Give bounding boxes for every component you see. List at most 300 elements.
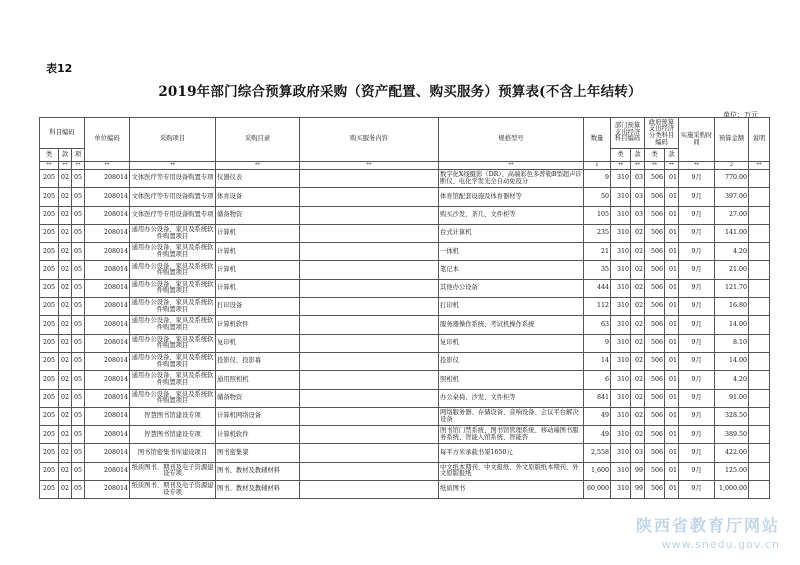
cell-kuan: 02 bbox=[59, 389, 72, 407]
cell-kuan: 02 bbox=[59, 243, 72, 261]
header-service: 购买服务内容 bbox=[300, 118, 439, 162]
cell-service bbox=[300, 352, 439, 370]
cell-xiang: 05 bbox=[72, 407, 85, 425]
cell-xiang: 05 bbox=[72, 481, 85, 499]
cell-spec: 一体机 bbox=[439, 243, 584, 261]
cell-kuan: 02 bbox=[59, 407, 72, 425]
cell-lei: 205 bbox=[40, 389, 59, 407]
marker-cell: 1 bbox=[584, 162, 611, 170]
cell-project: 纸质图书、期刊及电子资源建设专项 bbox=[130, 481, 216, 499]
cell-catalog: 投影仪、投影幕 bbox=[216, 352, 300, 370]
header-spec: 规格型号 bbox=[439, 118, 584, 162]
cell-catalog: 储备物资 bbox=[216, 206, 300, 224]
cell-kuan: 02 bbox=[59, 298, 72, 316]
cell-unit-code: 208014 bbox=[85, 243, 130, 261]
cell-catalog: 图书、教材及教辅材料 bbox=[216, 481, 300, 499]
cell-unit-code: 208014 bbox=[85, 279, 130, 297]
cell-kuan: 02 bbox=[59, 426, 72, 444]
header-xiang: 项 bbox=[72, 149, 85, 162]
table-row bbox=[40, 444, 770, 462]
table-row bbox=[40, 170, 770, 188]
cell-gov-lei: 506 bbox=[645, 279, 665, 297]
cell-kuan: 02 bbox=[59, 462, 72, 480]
cell-lei: 205 bbox=[40, 170, 59, 188]
cell-note bbox=[749, 444, 770, 462]
cell-spec: 其他办公设备 bbox=[439, 279, 584, 297]
cell-kuan: 02 bbox=[59, 371, 72, 389]
cell-unit-code: 208014 bbox=[85, 188, 130, 206]
cell-catalog: 复印机 bbox=[216, 334, 300, 352]
cell-quantity: 9 bbox=[584, 170, 611, 188]
marker-cell: ** bbox=[85, 162, 130, 170]
cell-catalog: 计算机软件 bbox=[216, 316, 300, 334]
cell-amount: 389.50 bbox=[715, 426, 749, 444]
cell-note bbox=[749, 206, 770, 224]
cell-quantity: 9 bbox=[584, 334, 611, 352]
cell-lei: 205 bbox=[40, 462, 59, 480]
cell-month: 9月 bbox=[679, 334, 715, 352]
cell-gov-lei: 506 bbox=[645, 316, 665, 334]
cell-quantity: 2,558 bbox=[584, 444, 611, 462]
cell-dept-kuan: 02 bbox=[631, 407, 645, 425]
cell-project: 通用办公设备、家具及系统软件购置项目 bbox=[130, 261, 216, 279]
cell-xiang: 05 bbox=[72, 261, 85, 279]
cell-catalog: 计算机软件 bbox=[216, 426, 300, 444]
cell-gov-kuan: 01 bbox=[665, 389, 679, 407]
cell-dept-kuan: 03 bbox=[631, 188, 645, 206]
cell-quantity: 35 bbox=[584, 261, 611, 279]
header-amount: 预算金额 bbox=[715, 118, 749, 162]
marker-cell: ** bbox=[749, 162, 770, 170]
page-title: 2019年部门综合预算政府采购（资产配置、购买服务）预算表(不含上年结转） bbox=[158, 84, 642, 100]
cell-service bbox=[300, 243, 439, 261]
cell-kuan: 02 bbox=[59, 170, 72, 188]
cell-lei: 205 bbox=[40, 243, 59, 261]
cell-quantity: 1,600 bbox=[584, 462, 611, 480]
cell-kuan: 02 bbox=[59, 334, 72, 352]
cell-month: 9月 bbox=[679, 298, 715, 316]
cell-project: 通用办公设备、家具及系统软件购置项目 bbox=[130, 298, 216, 316]
table-row bbox=[40, 298, 770, 316]
cell-note bbox=[749, 352, 770, 370]
cell-amount: 14.00 bbox=[715, 352, 749, 370]
cell-lei: 205 bbox=[40, 444, 59, 462]
cell-dept-kuan: 03 bbox=[631, 444, 645, 462]
table-row bbox=[40, 389, 770, 407]
cell-month: 9月 bbox=[679, 426, 715, 444]
cell-service bbox=[300, 334, 439, 352]
cell-gov-kuan: 01 bbox=[665, 352, 679, 370]
unit-label: 单位：万元 bbox=[723, 111, 758, 119]
cell-project: 通用办公设备、家具及系统软件购置项目 bbox=[130, 279, 216, 297]
cell-unit-code: 208014 bbox=[85, 316, 130, 334]
cell-quantity: 444 bbox=[584, 279, 611, 297]
cell-project: 通用办公设备、家具及系统软件购置项目 bbox=[130, 352, 216, 370]
cell-dept-lei: 310 bbox=[611, 298, 631, 316]
table-row bbox=[40, 261, 770, 279]
cell-project: 智慧图书馆建设专项 bbox=[130, 426, 216, 444]
cell-month: 9月 bbox=[679, 170, 715, 188]
cell-dept-lei: 310 bbox=[611, 444, 631, 462]
cell-unit-code: 208014 bbox=[85, 407, 130, 425]
cell-dept-kuan: 02 bbox=[631, 279, 645, 297]
cell-gov-kuan: 01 bbox=[665, 261, 679, 279]
cell-gov-lei: 506 bbox=[645, 444, 665, 462]
cell-note bbox=[749, 371, 770, 389]
cell-kuan: 02 bbox=[59, 188, 72, 206]
table-row bbox=[40, 407, 770, 425]
cell-service bbox=[300, 170, 439, 188]
cell-unit-code: 208014 bbox=[85, 224, 130, 242]
table-row bbox=[40, 224, 770, 242]
cell-quantity: 60,000 bbox=[584, 481, 611, 499]
cell-amount: 328.50 bbox=[715, 407, 749, 425]
cell-spec: 复印机 bbox=[439, 334, 584, 352]
marker-cell: ** bbox=[40, 162, 59, 170]
cell-amount: 125.00 bbox=[715, 462, 749, 480]
cell-dept-kuan: 99 bbox=[631, 481, 645, 499]
marker-cell: ** bbox=[216, 162, 300, 170]
cell-kuan: 02 bbox=[59, 352, 72, 370]
cell-spec: 图书馆门禁系统、图书馆管理系统、移动端图书服务系统、智能入馆系统、智能咨 bbox=[439, 426, 584, 444]
cell-note bbox=[749, 481, 770, 499]
cell-month: 9月 bbox=[679, 352, 715, 370]
cell-kuan: 02 bbox=[59, 481, 72, 499]
cell-month: 9月 bbox=[679, 261, 715, 279]
cell-amount: 4.20 bbox=[715, 371, 749, 389]
cell-spec: 每平方米承载书架1650元 bbox=[439, 444, 584, 462]
table-number: 表12 bbox=[46, 62, 73, 75]
table-row bbox=[40, 426, 770, 444]
cell-dept-lei: 310 bbox=[611, 206, 631, 224]
cell-lei: 205 bbox=[40, 481, 59, 499]
cell-amount: 141.00 bbox=[715, 224, 749, 242]
cell-gov-lei: 506 bbox=[645, 389, 665, 407]
cell-unit-code: 208014 bbox=[85, 206, 130, 224]
cell-catalog: 仪器仪表 bbox=[216, 170, 300, 188]
cell-service bbox=[300, 407, 439, 425]
cell-quantity: 49 bbox=[584, 407, 611, 425]
cell-quantity: 6 bbox=[584, 371, 611, 389]
cell-gov-lei: 506 bbox=[645, 224, 665, 242]
cell-project: 文体医疗等专用设备购置专项 bbox=[130, 170, 216, 188]
marker-cell: ** bbox=[611, 162, 631, 170]
table-row bbox=[40, 206, 770, 224]
cell-catalog: 计算机 bbox=[216, 261, 300, 279]
marker-cell: ** bbox=[300, 162, 439, 170]
cell-xiang: 05 bbox=[72, 426, 85, 444]
cell-month: 9月 bbox=[679, 444, 715, 462]
cell-xiang: 05 bbox=[72, 352, 85, 370]
cell-xiang: 05 bbox=[72, 188, 85, 206]
cell-service bbox=[300, 481, 439, 499]
cell-catalog: 计算机 bbox=[216, 224, 300, 242]
cell-dept-lei: 310 bbox=[611, 316, 631, 334]
cell-month: 9月 bbox=[679, 481, 715, 499]
cell-gov-lei: 506 bbox=[645, 426, 665, 444]
cell-lei: 205 bbox=[40, 352, 59, 370]
cell-catalog: 体育设备 bbox=[216, 188, 300, 206]
table-row bbox=[40, 334, 770, 352]
table-body bbox=[40, 170, 770, 499]
marker-cell: 2 bbox=[715, 162, 749, 170]
cell-quantity: 50 bbox=[584, 188, 611, 206]
cell-dept-lei: 310 bbox=[611, 243, 631, 261]
cell-amount: 27.00 bbox=[715, 206, 749, 224]
cell-project: 图书馆密集书库建设项目 bbox=[130, 444, 216, 462]
marker-cell: ** bbox=[645, 162, 665, 170]
marker-cell: ** bbox=[130, 162, 216, 170]
cell-lei: 205 bbox=[40, 261, 59, 279]
cell-gov-kuan: 01 bbox=[665, 371, 679, 389]
cell-month: 9月 bbox=[679, 243, 715, 261]
watermark-name: 陕西省教育厅网站 bbox=[635, 516, 780, 535]
cell-dept-kuan: 02 bbox=[631, 389, 645, 407]
cell-service bbox=[300, 206, 439, 224]
cell-amount: 770.00 bbox=[715, 170, 749, 188]
cell-gov-kuan: 01 bbox=[665, 188, 679, 206]
table-row bbox=[40, 481, 770, 499]
cell-gov-kuan: 01 bbox=[665, 426, 679, 444]
cell-xiang: 05 bbox=[72, 462, 85, 480]
cell-month: 9月 bbox=[679, 407, 715, 425]
cell-gov-kuan: 01 bbox=[665, 316, 679, 334]
cell-note bbox=[749, 462, 770, 480]
cell-catalog: 打印设备 bbox=[216, 298, 300, 316]
cell-gov-lei: 506 bbox=[645, 188, 665, 206]
cell-project: 文体医疗等专用设备购置专项 bbox=[130, 188, 216, 206]
cell-unit-code: 208014 bbox=[85, 334, 130, 352]
cell-unit-code: 208014 bbox=[85, 481, 130, 499]
marker-cell: ** bbox=[665, 162, 679, 170]
cell-xiang: 05 bbox=[72, 206, 85, 224]
cell-amount: 91.00 bbox=[715, 389, 749, 407]
cell-project: 通用办公设备、家具及系统软件购置项目 bbox=[130, 224, 216, 242]
cell-dept-kuan: 02 bbox=[631, 352, 645, 370]
table-row bbox=[40, 279, 770, 297]
cell-lei: 205 bbox=[40, 407, 59, 425]
cell-note bbox=[749, 188, 770, 206]
header-unit-code: 单位编码 bbox=[85, 118, 130, 162]
cell-xiang: 05 bbox=[72, 279, 85, 297]
cell-amount: 422.00 bbox=[715, 444, 749, 462]
cell-catalog: 计算机网络设备 bbox=[216, 407, 300, 425]
header-dept-kuan: 款 bbox=[631, 149, 645, 162]
cell-month: 9月 bbox=[679, 279, 715, 297]
cell-gov-lei: 506 bbox=[645, 407, 665, 425]
cell-gov-kuan: 01 bbox=[665, 481, 679, 499]
cell-service bbox=[300, 316, 439, 334]
header-quantity: 数量 bbox=[584, 118, 611, 162]
cell-gov-lei: 506 bbox=[645, 298, 665, 316]
cell-dept-kuan: 03 bbox=[631, 170, 645, 188]
cell-kuan: 02 bbox=[59, 261, 72, 279]
cell-dept-kuan: 02 bbox=[631, 243, 645, 261]
marker-cell: ** bbox=[72, 162, 85, 170]
cell-lei: 205 bbox=[40, 371, 59, 389]
cell-gov-kuan: 01 bbox=[665, 334, 679, 352]
cell-quantity: 21 bbox=[584, 243, 611, 261]
cell-spec: 网络服务器、存储设备、音响设备、会议平台解决设备 bbox=[439, 407, 584, 425]
cell-lei: 205 bbox=[40, 224, 59, 242]
cell-project: 通用办公设备、家具及系统软件购置项目 bbox=[130, 334, 216, 352]
cell-dept-lei: 310 bbox=[611, 371, 631, 389]
cell-gov-kuan: 01 bbox=[665, 444, 679, 462]
cell-gov-lei: 506 bbox=[645, 462, 665, 480]
cell-unit-code: 208014 bbox=[85, 389, 130, 407]
cell-dept-kuan: 02 bbox=[631, 298, 645, 316]
cell-month: 9月 bbox=[679, 316, 715, 334]
cell-service bbox=[300, 462, 439, 480]
cell-spec: 投影仪 bbox=[439, 352, 584, 370]
cell-dept-kuan: 02 bbox=[631, 426, 645, 444]
cell-catalog: 储备物资 bbox=[216, 389, 300, 407]
cell-lei: 205 bbox=[40, 316, 59, 334]
cell-month: 9月 bbox=[679, 389, 715, 407]
cell-xiang: 05 bbox=[72, 334, 85, 352]
marker-cell: ** bbox=[59, 162, 72, 170]
header-lei: 类 bbox=[40, 149, 59, 162]
cell-month: 9月 bbox=[679, 462, 715, 480]
cell-kuan: 02 bbox=[59, 224, 72, 242]
cell-dept-lei: 310 bbox=[611, 481, 631, 499]
header-gov-lei: 类 bbox=[645, 149, 665, 162]
cell-xiang: 05 bbox=[72, 316, 85, 334]
cell-xiang: 05 bbox=[72, 243, 85, 261]
cell-spec: 笔记本 bbox=[439, 261, 584, 279]
cell-dept-lei: 310 bbox=[611, 188, 631, 206]
cell-catalog: 计算机 bbox=[216, 243, 300, 261]
watermark-url: www.snedu.gov.cn bbox=[661, 538, 780, 551]
cell-gov-lei: 506 bbox=[645, 206, 665, 224]
cell-quantity: 63 bbox=[584, 316, 611, 334]
cell-dept-kuan: 02 bbox=[631, 371, 645, 389]
cell-note bbox=[749, 316, 770, 334]
cell-xiang: 05 bbox=[72, 170, 85, 188]
cell-catalog: 图书、教材及教辅材料 bbox=[216, 462, 300, 480]
cell-service bbox=[300, 371, 439, 389]
cell-gov-lei: 506 bbox=[645, 371, 665, 389]
header-subject-code: 科目编码 bbox=[40, 118, 85, 149]
cell-spec: 体育馆配套设施及体育器材等 bbox=[439, 188, 584, 206]
table-row bbox=[40, 316, 770, 334]
marker-cell: ** bbox=[439, 162, 584, 170]
cell-project: 通用办公设备、家具及系统软件购置项目 bbox=[130, 371, 216, 389]
cell-amount: 397.00 bbox=[715, 188, 749, 206]
table-row bbox=[40, 352, 770, 370]
cell-note bbox=[749, 298, 770, 316]
cell-unit-code: 208014 bbox=[85, 371, 130, 389]
cell-dept-lei: 310 bbox=[611, 426, 631, 444]
header-gov-subject: 政府预算支出经济分类科目编码 bbox=[645, 118, 679, 149]
header-project: 采购项目 bbox=[130, 118, 216, 162]
cell-quantity: 49 bbox=[584, 426, 611, 444]
cell-note bbox=[749, 170, 770, 188]
cell-service bbox=[300, 426, 439, 444]
cell-xiang: 05 bbox=[72, 298, 85, 316]
cell-gov-kuan: 01 bbox=[665, 224, 679, 242]
cell-note bbox=[749, 426, 770, 444]
cell-amount: 1,000.00 bbox=[715, 481, 749, 499]
cell-quantity: 841 bbox=[584, 389, 611, 407]
cell-project: 纸质图书、期刊及电子资源建设专项 bbox=[130, 462, 216, 480]
header-row-1 bbox=[40, 118, 770, 149]
cell-gov-kuan: 01 bbox=[665, 206, 679, 224]
cell-gov-kuan: 01 bbox=[665, 462, 679, 480]
cell-quantity: 235 bbox=[584, 224, 611, 242]
cell-xiang: 05 bbox=[72, 444, 85, 462]
cell-note bbox=[749, 243, 770, 261]
cell-spec: 打印机 bbox=[439, 298, 584, 316]
cell-kuan: 02 bbox=[59, 444, 72, 462]
cell-gov-kuan: 01 bbox=[665, 279, 679, 297]
cell-dept-lei: 310 bbox=[611, 224, 631, 242]
cell-kuan: 02 bbox=[59, 316, 72, 334]
cell-dept-lei: 310 bbox=[611, 352, 631, 370]
cell-unit-code: 208014 bbox=[85, 462, 130, 480]
cell-unit-code: 208014 bbox=[85, 352, 130, 370]
header-note: 说明 bbox=[749, 118, 770, 162]
cell-lei: 205 bbox=[40, 426, 59, 444]
cell-amount: 14.00 bbox=[715, 316, 749, 334]
cell-xiang: 05 bbox=[72, 389, 85, 407]
cell-service bbox=[300, 224, 439, 242]
budget-table bbox=[39, 117, 770, 499]
cell-project: 通用办公设备、家具及系统软件购置项目 bbox=[130, 243, 216, 261]
cell-service bbox=[300, 444, 439, 462]
cell-dept-lei: 310 bbox=[611, 170, 631, 188]
cell-dept-kuan: 02 bbox=[631, 261, 645, 279]
cell-catalog: 通用照相机 bbox=[216, 371, 300, 389]
site-watermark bbox=[636, 513, 780, 551]
cell-note bbox=[749, 407, 770, 425]
cell-amount: 16.80 bbox=[715, 298, 749, 316]
header-gov-kuan: 款 bbox=[665, 149, 679, 162]
cell-gov-kuan: 01 bbox=[665, 170, 679, 188]
header-catalog: 采购目录 bbox=[216, 118, 300, 162]
marker-row bbox=[40, 162, 770, 170]
cell-unit-code: 208014 bbox=[85, 170, 130, 188]
cell-spec: 服务器操作系统、考试机操作系统 bbox=[439, 316, 584, 334]
cell-lei: 205 bbox=[40, 206, 59, 224]
cell-dept-kuan: 99 bbox=[631, 462, 645, 480]
cell-xiang: 05 bbox=[72, 224, 85, 242]
cell-unit-code: 208014 bbox=[85, 261, 130, 279]
cell-service bbox=[300, 188, 439, 206]
cell-unit-code: 208014 bbox=[85, 298, 130, 316]
cell-quantity: 14 bbox=[584, 352, 611, 370]
marker-cell: ** bbox=[631, 162, 645, 170]
cell-spec: 中文纸本期刊、中文报纸、外文原版纸本期刊、外文原版报纸 bbox=[439, 462, 584, 480]
cell-note bbox=[749, 261, 770, 279]
cell-note bbox=[749, 279, 770, 297]
cell-month: 9月 bbox=[679, 371, 715, 389]
cell-catalog: 图书密集架 bbox=[216, 444, 300, 462]
cell-lei: 205 bbox=[40, 279, 59, 297]
cell-month: 9月 bbox=[679, 224, 715, 242]
table-row bbox=[40, 371, 770, 389]
cell-month: 9月 bbox=[679, 188, 715, 206]
cell-project: 通用办公设备、家具及系统软件购置项目 bbox=[130, 316, 216, 334]
cell-lei: 205 bbox=[40, 334, 59, 352]
cell-note bbox=[749, 334, 770, 352]
header-month: 实施采购时间 bbox=[679, 118, 715, 162]
cell-amount: 21.00 bbox=[715, 261, 749, 279]
cell-project: 文体医疗等专用设备购置专项 bbox=[130, 206, 216, 224]
table-row bbox=[40, 243, 770, 261]
header-kuan: 款 bbox=[59, 149, 72, 162]
cell-unit-code: 208014 bbox=[85, 444, 130, 462]
